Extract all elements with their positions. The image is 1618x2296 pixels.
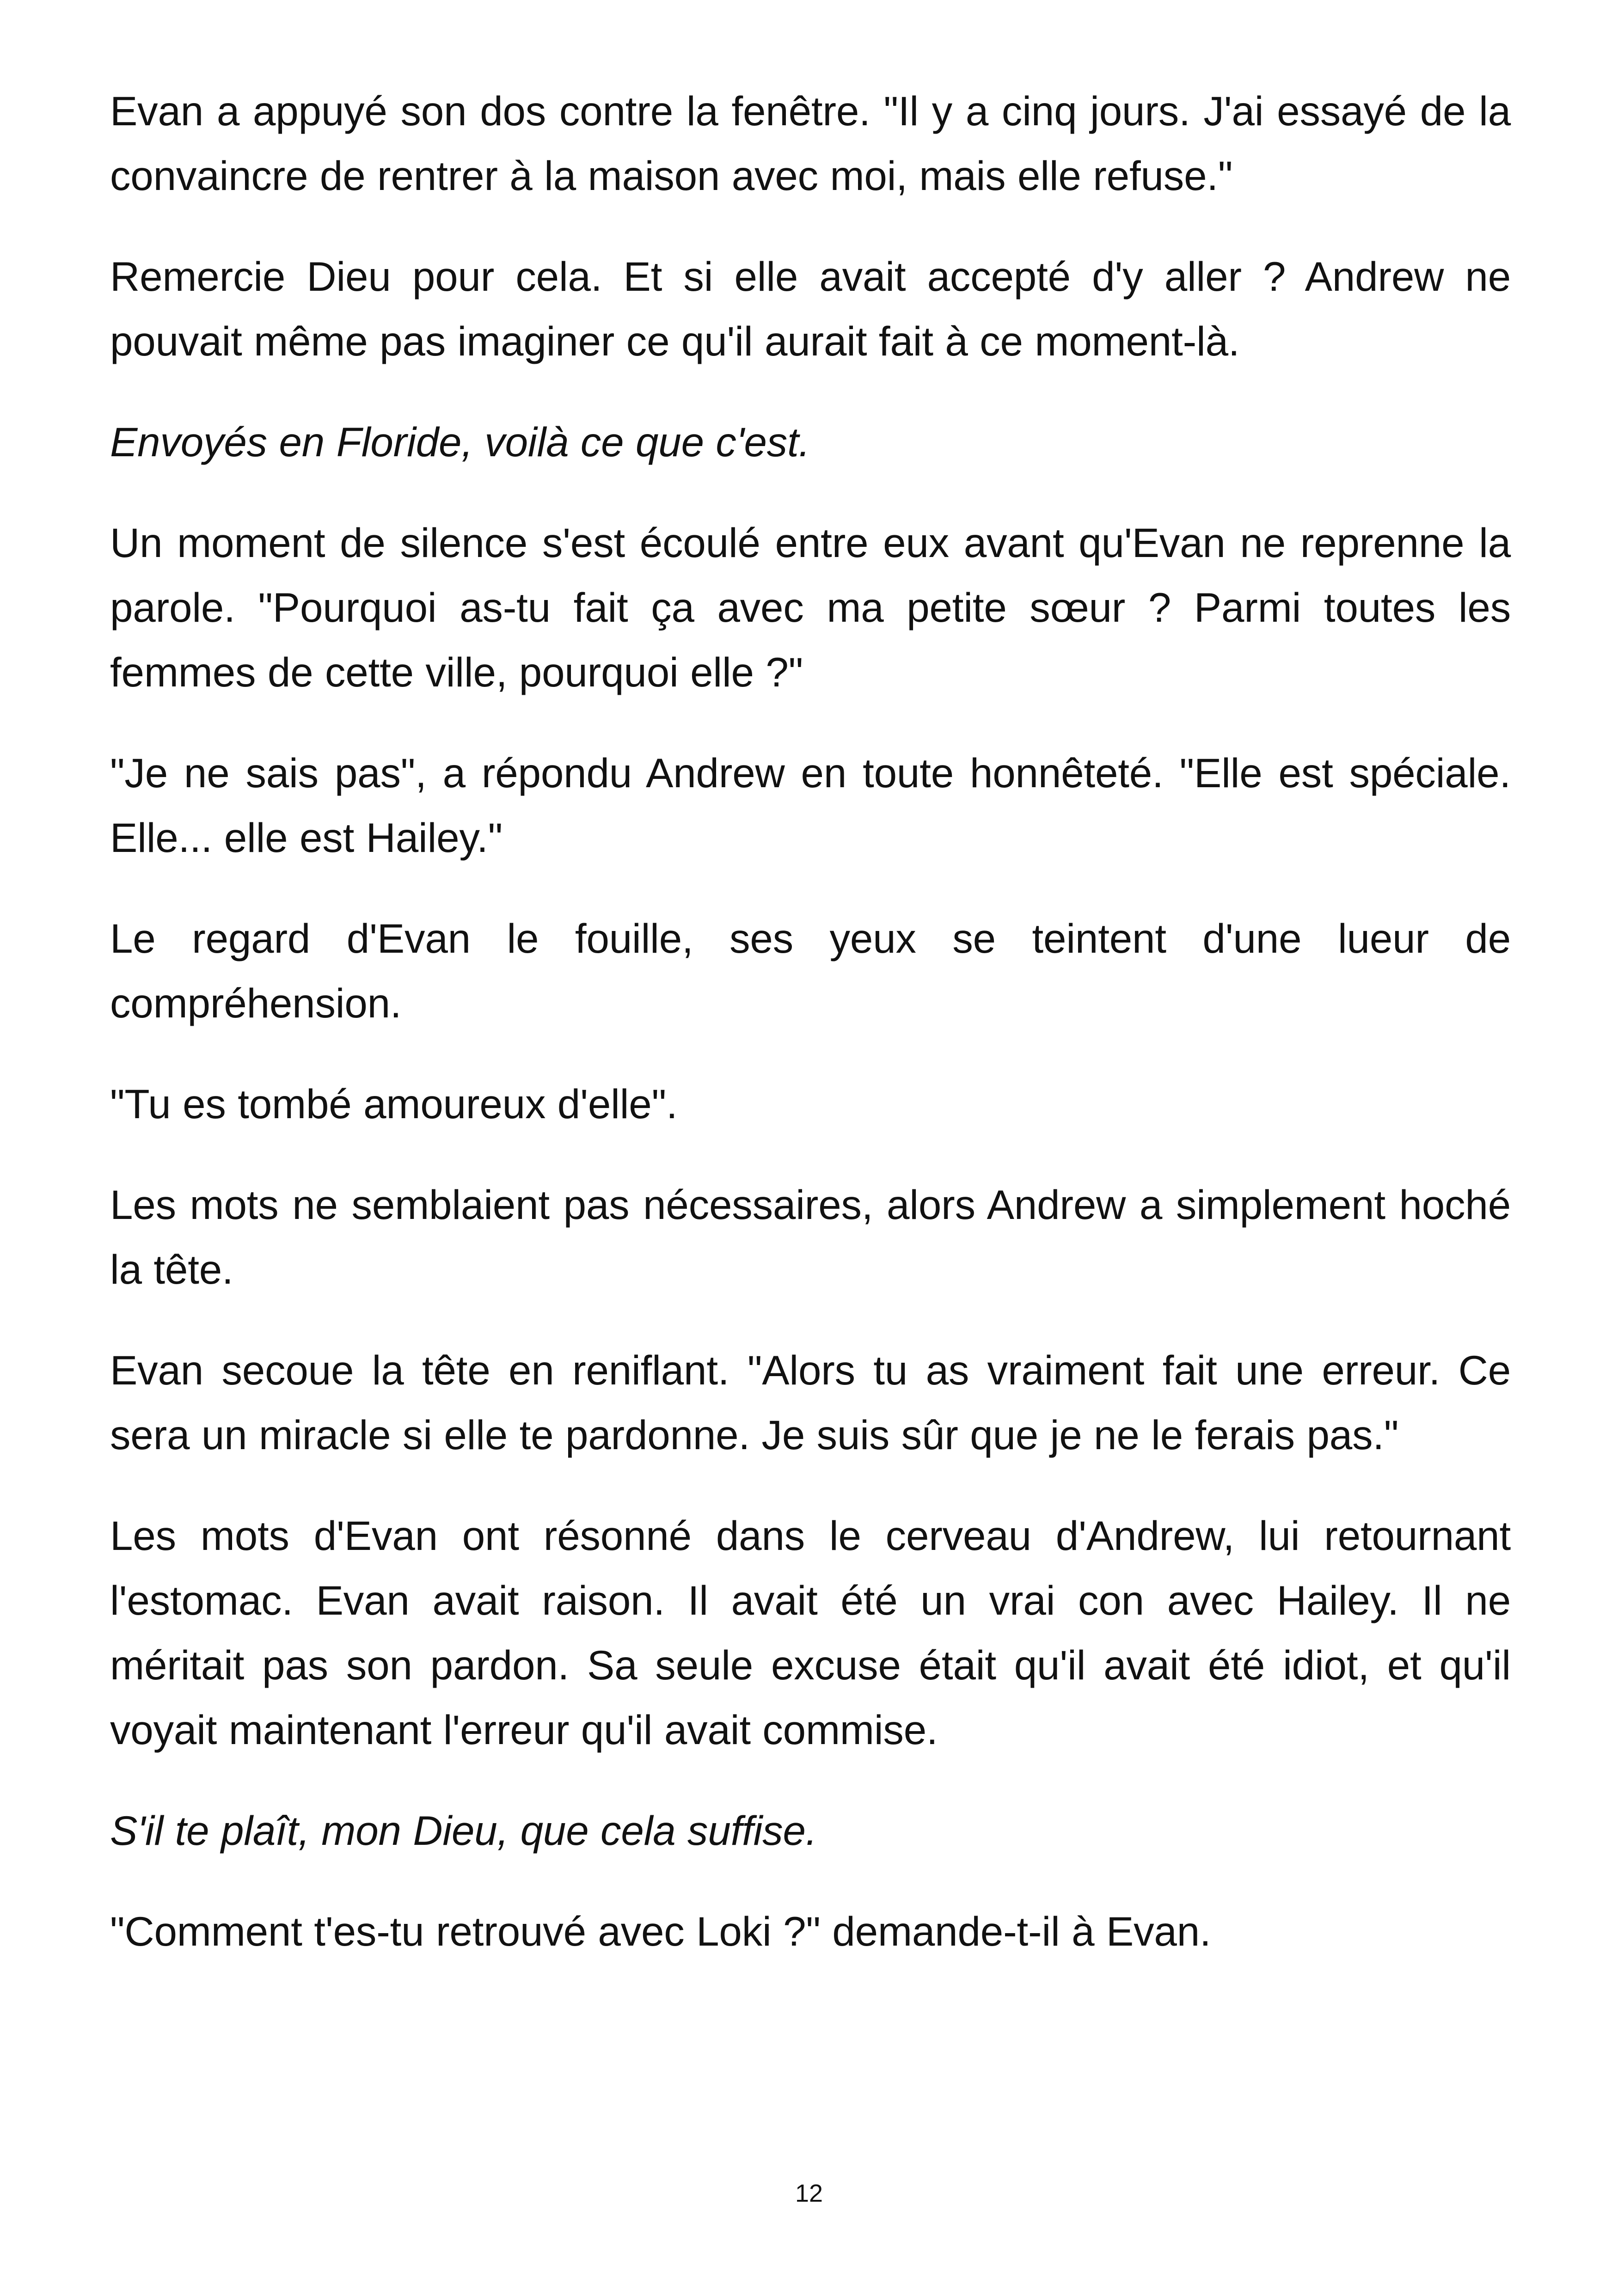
italic-paragraph: Envoyés en Floride, voilà ce que c'est. — [110, 419, 810, 465]
paragraph: Remercie Dieu pour cela. Et si elle avait accepté d'y aller ? Andrew ne pouvait même pas imaginer ce qu'il aurait fait à ce moment-là. — [110, 253, 1511, 364]
paragraph: Evan a appuyé son dos contre la fenêtre. "Il y a cinq jours. J'ai essayé de la convaincre de rentrer à la maison avec moi, mais elle refuse." — [110, 88, 1511, 199]
paragraph: "Tu es tombé amoureux d'elle". — [110, 1081, 678, 1127]
paragraph: Les mots d'Evan ont résonné dans le cerveau d'Andrew, lui retournant l'estomac. Evan avait raison. Il avait été un vrai con avec Hailey. Il ne méritait pas son pardon. Sa seule excuse était qu'il avait été idiot, et qu'il voyait maintenant l'erreur qu'il avait commise. — [110, 1512, 1511, 1753]
paragraph: Evan secoue la tête en reniflant. "Alors tu as vraiment fait une erreur. Ce sera un miracle si elle te pardonne. Je suis sûr que je ne le ferais pas." — [110, 1347, 1511, 1458]
paragraph: Les mots ne semblaient pas nécessaires, alors Andrew a simplement hoché la tête. — [110, 1182, 1511, 1292]
page-body — [110, 79, 1511, 2000]
paragraph: "Je ne sais pas", a répondu Andrew en toute honnêteté. "Elle est spéciale. Elle... elle est Hailey." — [110, 750, 1511, 861]
paragraph: Un moment de silence s'est écoulé entre eux avant qu'Evan ne reprenne la parole. "Pourquoi as-tu fait ça avec ma petite sœur ? Parmi toutes les femmes de cette ville, pourquoi elle ?" — [110, 520, 1511, 695]
paragraph: "Comment t'es-tu retrouvé avec Loki ?" demande-t-il à Evan. — [110, 1908, 1211, 1954]
italic-paragraph: S'il te plaît, mon Dieu, que cela suffise. — [110, 1807, 817, 1854]
page-number: 12 — [795, 2180, 823, 2207]
paragraph: Le regard d'Evan le fouille, ses yeux se teintent d'une lueur de compréhension. — [110, 915, 1511, 1026]
